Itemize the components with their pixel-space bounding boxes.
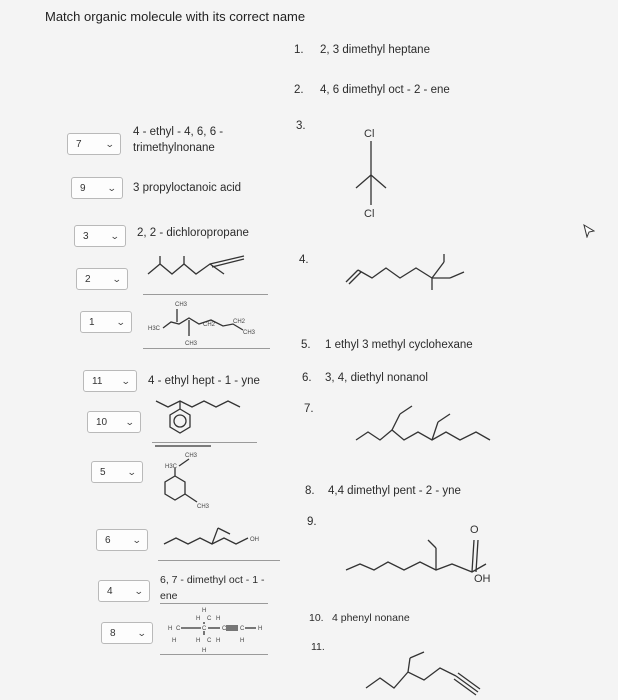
atom-label: Cl (364, 208, 375, 220)
chevron-down-icon: ⌄ (116, 316, 127, 327)
option-number-2: 2. (294, 84, 304, 96)
answer-select-2[interactable] (71, 177, 123, 199)
separator (152, 442, 257, 443)
item-label-10: 6, 7 - dimethyl oct - 1 - ene (160, 574, 265, 602)
atom-label: CH3 (185, 453, 198, 459)
atom-label: OH (250, 537, 259, 543)
answer-select-7[interactable] (87, 411, 141, 433)
chevron-down-icon: ⌄ (110, 230, 121, 241)
option-text-1: 2, 3 dimethyl heptane (320, 44, 430, 56)
select-value: 2 (85, 273, 91, 285)
select-value: 5 (100, 466, 106, 478)
item-label-2: 3 propyloctanoic acid (133, 182, 242, 194)
option-structure-3 (340, 123, 410, 223)
option-structure-4 (340, 254, 490, 294)
option-number-5: 5. (301, 339, 311, 351)
chevron-down-icon: ⌄ (134, 585, 145, 596)
left-structure-7 (152, 395, 282, 440)
chevron-down-icon: ⌄ (105, 138, 116, 149)
item-label-1: 4 - ethyl - 4, 6, 6 - trimethylnonane (133, 126, 224, 154)
atom-label: CH3 (243, 330, 256, 336)
atom-label: H3C (165, 464, 178, 470)
answer-select-11[interactable] (101, 622, 153, 644)
atom-label: C (207, 616, 212, 622)
chevron-down-icon: ⌄ (121, 375, 132, 386)
option-structure-11 (360, 648, 500, 698)
option-number-4: 4. (299, 254, 309, 266)
answer-select-10[interactable] (98, 580, 150, 602)
atom-label: H (196, 638, 201, 644)
chevron-down-icon: ⌄ (107, 182, 118, 193)
select-value: 6 (105, 534, 111, 546)
item-label-6: 4 - ethyl hept - 1 - yne (148, 375, 260, 387)
answer-select-6[interactable] (83, 370, 137, 392)
atom-label: CH3 (197, 504, 210, 510)
option-number-8: 8. (305, 485, 315, 497)
atom-label: C (176, 626, 181, 632)
option-number-11: 11. (311, 641, 325, 653)
left-structure-9 (158, 524, 278, 564)
separator (158, 560, 280, 561)
atom-label: O (470, 524, 479, 536)
answer-select-8[interactable] (91, 461, 143, 483)
atom-label: H (196, 616, 201, 622)
option-number-7: 7. (304, 403, 314, 415)
chevron-down-icon: ⌄ (127, 466, 138, 477)
chevron-down-icon: ⌄ (125, 416, 136, 427)
answer-select-4[interactable] (76, 268, 128, 290)
atom-label: H (216, 616, 221, 622)
option-text-2: 4, 6 dimethyl oct - 2 - ene (320, 84, 450, 96)
option-text-6: 3, 4, diethyl nonanol (325, 372, 428, 384)
chevron-down-icon: ⌄ (112, 273, 123, 284)
answer-select-5[interactable] (80, 311, 132, 333)
option-number-1: 1. (294, 44, 304, 56)
atom-label: H (172, 638, 177, 644)
select-value: 7 (76, 138, 82, 150)
atom-label: H (216, 638, 221, 644)
atom-label: CH2 (203, 322, 216, 328)
select-value: 10 (96, 416, 108, 428)
select-value: 8 (110, 627, 116, 639)
atom-label: CH2 (233, 319, 246, 325)
option-text-8: 4,4 dimethyl pent - 2 - yne (328, 485, 461, 497)
option-number-3: 3. (296, 120, 306, 132)
left-structure-8 (155, 446, 245, 516)
option-number-10: 10. (309, 612, 324, 624)
option-number-6: 6. (302, 372, 312, 384)
atom-label: H (258, 626, 263, 632)
atom-label: H (202, 608, 207, 614)
answer-select-1[interactable] (67, 133, 121, 155)
option-structure-9 (338, 518, 508, 588)
left-structure-5 (143, 298, 273, 348)
atom-label: H3C (148, 326, 161, 332)
atom-label: CH3 (185, 341, 198, 347)
separator (160, 603, 268, 604)
atom-label: CH3 (175, 302, 188, 308)
select-value: 11 (92, 375, 103, 387)
atom-label: C (240, 626, 245, 632)
answer-select-9[interactable] (96, 529, 148, 551)
select-value: 3 (83, 230, 89, 242)
select-value: 4 (107, 585, 113, 597)
option-text-10: 4 phenyl nonane (332, 612, 410, 624)
option-number-9: 9. (307, 516, 317, 528)
atom-label: H (202, 648, 207, 654)
left-structure-4 (140, 252, 270, 292)
question-title: Match organic molecule with its correct name (45, 9, 306, 24)
item-label-3: 2, 2 - dichloropropane (137, 227, 249, 239)
select-value: 1 (89, 316, 95, 328)
separator (143, 348, 270, 349)
separator (143, 294, 268, 295)
atom-label: C (222, 626, 227, 632)
select-value: 9 (80, 182, 86, 194)
atom-label: OH (474, 573, 491, 585)
separator (160, 654, 268, 655)
atom-label: Cl (364, 128, 375, 140)
atom-label: H (240, 638, 245, 644)
mouse-cursor-icon (583, 224, 595, 238)
option-text-5: 1 ethyl 3 methyl cyclohexane (325, 339, 473, 351)
chevron-down-icon: ⌄ (137, 627, 148, 638)
answer-select-3[interactable] (74, 225, 126, 247)
option-structure-7 (352, 402, 492, 452)
left-structure-11 (160, 606, 270, 656)
atom-label: H (168, 626, 173, 632)
chevron-down-icon: ⌄ (132, 534, 143, 545)
atom-label: C (207, 638, 212, 644)
atom-label: C (202, 626, 207, 632)
